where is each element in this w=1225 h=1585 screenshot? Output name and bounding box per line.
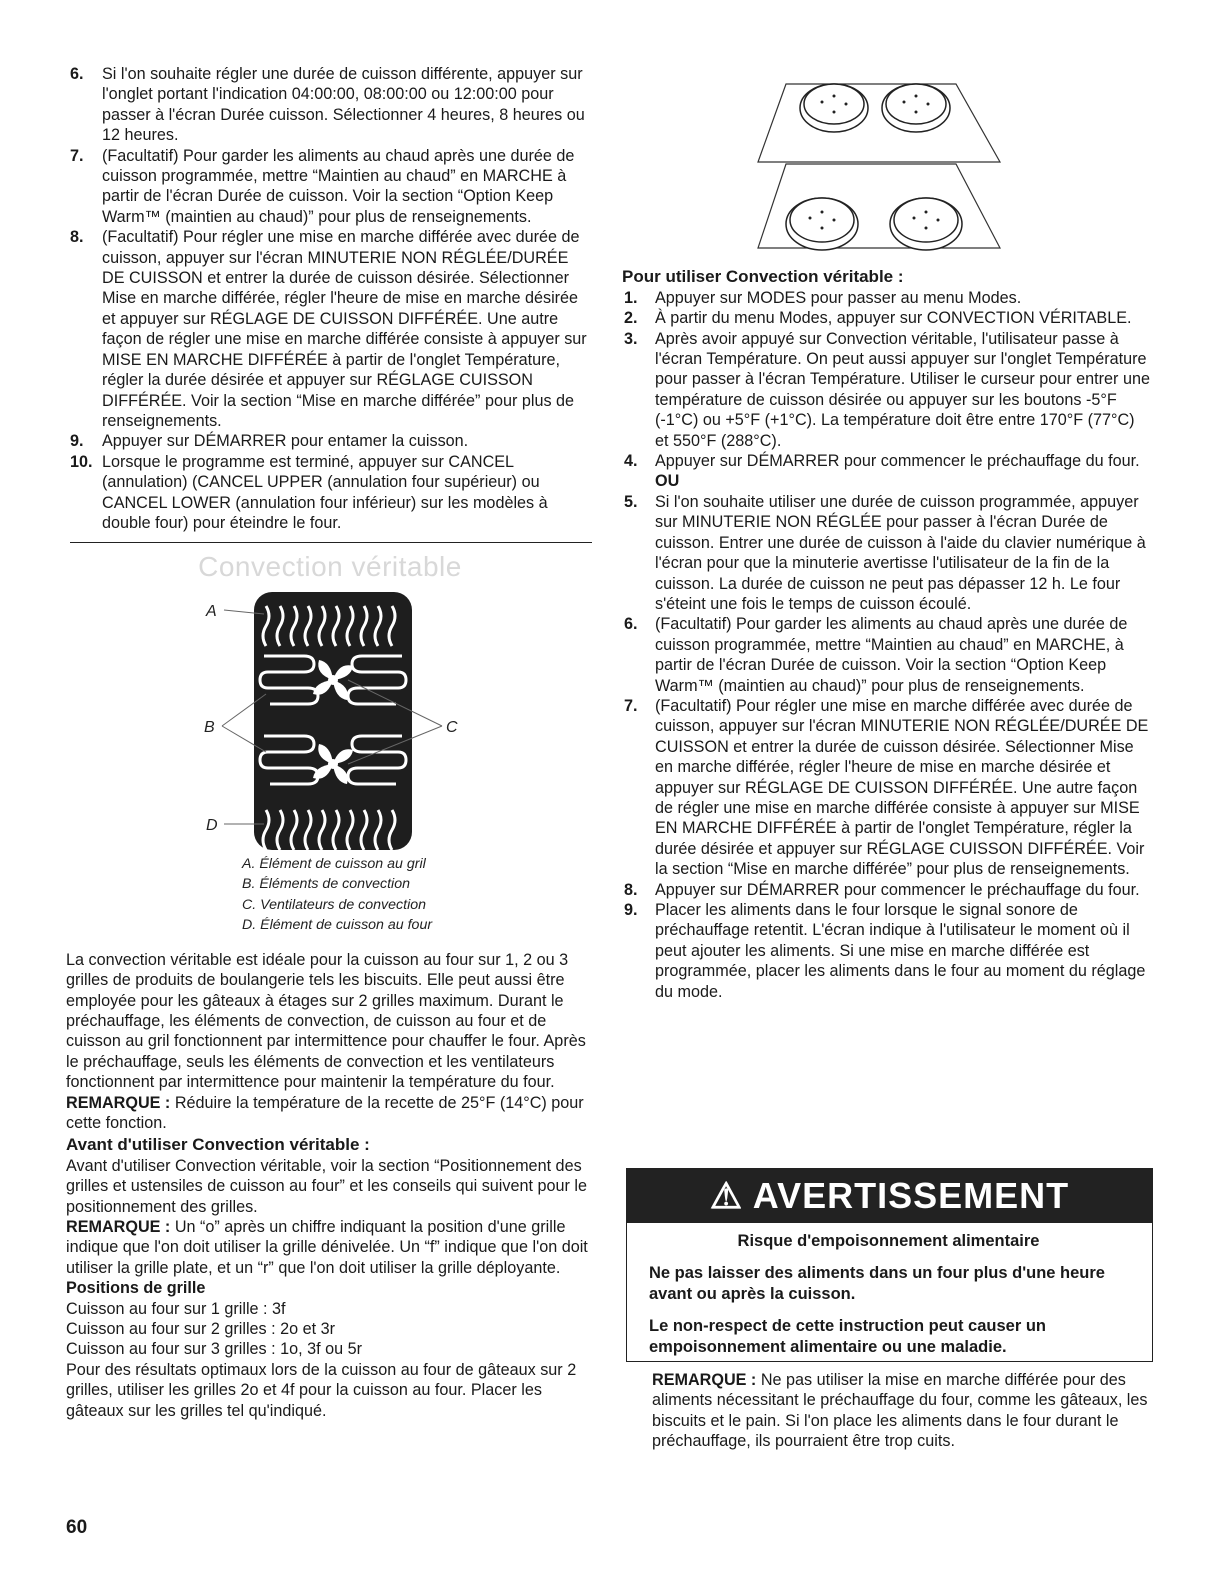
position-line: Cuisson au four sur 3 grilles : 1o, 3f ou 5r [66,1340,363,1359]
step-number: 9. [624,901,638,919]
warning-box [626,1168,1153,1362]
step-item [622,900,1152,1002]
right-column [622,70,1152,1002]
step-text: Appuyer sur MODES pour passer au menu Modes. [655,288,1022,307]
label-c: C [446,718,458,736]
step-item [66,452,594,534]
step-text: (Facultatif) Pour garder les aliments au chaud après une durée de cuisson programmée, mettre “Maintien au chaud” en MARCHE à partir de l'écran Durée de cuisson. Voir la section “Option Keep Warm™ (maintien au chaud)” pour plus de renseignements. [102,146,575,226]
closing-paragraph: Pour des résultats optimaux lors de la cuisson au four de gâteaux sur 2 grilles, utiliser les grilles 2o et 4f pour la cuisson au four. Placer les gâteaux sur les grilles tel qu'indiqué. [66,1360,577,1420]
step-item [66,431,594,451]
intro-paragraph: La convection véritable est idéale pour la cuisson au four sur 1, 2 ou 3 grilles de produits de boulangerie tels les biscuits. Elle peut aussi être employée pour les gâteaux à étages sur 2 grilles maximum. Durant le préchauffage, les éléments de convection, de cuisson au four et de cuisson au gril fonctionnent par intermittence pour chauffer le four. Après le préchauffage, seuls les éléments de convection et les ventilateurs fonctionnent par intermittence pour maintenir la température du four. [66,950,586,1092]
step-number: 7. [70,146,84,165]
step-number: 5. [624,492,638,511]
caption-line: A. Élément de cuisson au gril [242,855,426,872]
step-item [622,614,1152,696]
step-number: 6. [70,65,84,83]
warning-header [627,1169,1152,1223]
step-number: 2. [624,309,638,328]
step-number: 8. [70,228,84,247]
convection-oven-diagram [66,584,594,854]
note-text: Ne pas utiliser la mise en marche différée pour des aliments nécessitant le préchauffage du four, comme les gâteaux, les biscuits et le pain. Si l'on place les aliments dans le four durant le préchauffage, ils pourraient être trop cuits. [652,1371,1148,1451]
label-b: B [204,718,215,736]
rack-position-diagram [622,70,1152,256]
step-text: Appuyer sur DÉMARRER pour commencer le préchauffage du four. [655,880,1140,899]
step-number: 1. [624,288,638,307]
step-item [66,64,594,146]
step-text: Lorsque le programme est terminé, appuyer sur CANCEL (annulation) (CANCEL UPPER (annulation four supérieur) ou CANCEL LOWER (annulation four inférieur) sur les modèles à double four) pour éteindre le four. [102,452,548,532]
warning-body [627,1223,1152,1358]
step-item [622,492,1152,614]
note-label: REMARQUE : [652,1371,757,1389]
steps-list-b [622,492,1152,1002]
position-line: Cuisson au four sur 1 grille : 3f [66,1299,286,1318]
label-a: A [206,602,217,620]
position-line: Cuisson au four sur 2 grilles : 2o et 3r [66,1320,336,1339]
left-column [66,64,594,1421]
note-text: Réduire la température de la recette de 25°F (14°C) pour cette fonction. [66,1093,584,1132]
caption-line: B. Éléments de convection [242,876,410,893]
step-number: 6. [624,615,638,634]
step-number: 9. [70,432,84,451]
steps-list-top [66,64,594,533]
bottom-note [652,1370,1148,1452]
right-heading: Pour utiliser Convection véritable : [622,267,904,287]
step-text: (Facultatif) Pour régler une mise en marche différée avec durée de cuisson, appuyer sur l'écran MINUTERIE NON RÉGLÉE/DURÉE DE CUISSON et entrer la durée de cuisson désirée. Sélectionner Mise en marche différée, régler l'heure de mise en marche désirée et appuyer sur RÉGLAGE DE CUISSON DIFFÉRÉE. Une autre façon de régler une mise en marche différée consiste à appuyer sur MISE EN MARCHE DIFFÉRÉE à partir de l'onglet Température, régler la durée désirée et appuyer sur RÉGLAGE CUISSON DIFFÉRÉE. Voir la section “Mise en marche différée” pour plus de renseignements. [655,696,1149,879]
step-item [622,451,1152,471]
positions-heading: Positions de grille [66,1279,206,1298]
step-text: Si l'on souhaite utiliser une durée de cuisson programmée, appuyer sur MINUTERIE NON RÉGLÉE pour passer à l'écran Durée de cuisson. Entrer une durée de cuisson à l'aide du clavier numérique à l'écran pour que la minuterie avertisse l'utilisateur de la fin de la cuisson. La durée de cuisson ne peut pas dépasser 12 h. Le four s'éteint une fois le temps de cuisson écoulé. [655,492,1146,613]
warning-risk: Risque d'empoisonnement alimentaire [737,1232,1040,1250]
step-item [622,696,1152,880]
step-number: 4. [624,452,638,471]
step-number: 7. [624,696,638,715]
label-d: D [206,816,218,834]
step-number: 3. [624,329,638,348]
note-paragraph [66,1217,594,1278]
caption-line: D. Élément de cuisson au four [242,917,433,934]
page-number: 60 [66,1517,88,1538]
note-label: REMARQUE : [66,1093,171,1112]
figure-captions [242,854,594,936]
step-item [66,146,594,228]
step-item [622,308,1152,328]
step-number: 8. [624,880,638,899]
caption-line: C. Ventilateurs de convection [242,896,427,913]
section-heading: Avant d'utiliser Convection véritable : [66,1135,370,1155]
warning-line: Le non-respect de cette instruction peut causer un empoisonnement alimentaire ou une maladie. [649,1317,1046,1356]
warning-line: Ne pas laisser des aliments dans un four plus d'une heure avant ou après la cuisson. [649,1264,1105,1303]
step-text: (Facultatif) Pour régler une mise en marche différée avec durée de cuisson, appuyer sur l'écran MINUTERIE NON RÉGLÉE/DURÉE DE CUISSON et entrer la durée de cuisson désirée. Sélectionner Mise en marche différée, régler l'heure de mise en marche désirée et appuyer sur RÉGLAGE DE CUISSON DIFFÉRÉE. Une autre façon de régler une mise en marche différée consiste à appuyer sur MISE EN MARCHE DIFFÉRÉE à partir de l'onglet Température, régler la durée désirée et appuyer sur RÉGLAGE CUISSON DIFFÉRÉE. Voir la section “Mise en marche différée” pour plus de renseignements. [102,228,587,430]
note-text: Un “o” après un chiffre indiquant la position d'une grille indique que l'on doit utiliser la grille dénivelée. Un “f” indique que l'on doit utiliser la grille plate, et un “r” que l'on doit utiliser la grille déployante. [66,1218,588,1277]
warning-icon: ⚠ [709,1175,744,1216]
warning-title: AVERTISSEMENT [752,1175,1070,1216]
before-paragraph: Avant d'utiliser Convection véritable, voir la section “Positionnement des grilles et ustensiles de cuisson au four” et les conseils qui suivent pour le positionnement des grilles. [66,1156,587,1216]
step-item [622,329,1152,451]
step-text: Placer les aliments dans le four lorsque le signal sonore de préchauffage retentit. L'écran indique à l'utilisateur le moment où il peut ajouter les aliments. Si une mise en marche différée est programmée, placer les aliments dans le four au moment du réglage du mode. [655,901,1146,1001]
or-separator: OU [655,472,680,491]
step-number: 10. [70,452,93,471]
step-text: Appuyer sur DÉMARRER pour entamer la cuisson. [102,432,469,451]
figure-title: Convection véritable [198,551,462,583]
step-item [66,227,594,431]
step-text: Si l'on souhaite régler une durée de cuisson différente, appuyer sur l'onglet portant l'indication 04:00:00, 08:00:00 ou 12:00:00 pour passer à l'écran Durée cuisson. Sélectionner 4 heures, 8 heures ou 12 heures. [102,65,585,145]
step-text: Appuyer sur DÉMARRER pour commencer le préchauffage du four. [655,452,1140,471]
step-item [622,288,1152,308]
section-divider [70,542,592,543]
step-text: À partir du menu Modes, appuyer sur CONVECTION VÉRITABLE. [655,309,1132,328]
step-text: (Facultatif) Pour garder les aliments au chaud après une durée de cuisson programmée, mettre “Maintien au chaud” en MARCHE, à partir de l'écran Durée de cuisson. Voir la section “Option Keep Warm™ (maintien au chaud)” pour plus de renseignements. [655,615,1128,695]
oven-element-figure [66,584,594,854]
step-text: Après avoir appuyé sur Convection véritable, l'utilisateur passe à l'écran Température. On peut aussi appuyer sur l'onglet Température pour passer à l'écran Température. Utiliser le curseur pour entrer une température de cuisson désirée ou appuyer sur les boutons -5°F (-1°C) ou +5°F (+1°C). La température doit être entre 170°F (77°C) et 550°F (288°C). [655,329,1150,450]
note-paragraph [66,1093,594,1134]
steps-list-a [622,288,1152,472]
step-item [622,880,1152,900]
note-label: REMARQUE : [66,1218,171,1237]
